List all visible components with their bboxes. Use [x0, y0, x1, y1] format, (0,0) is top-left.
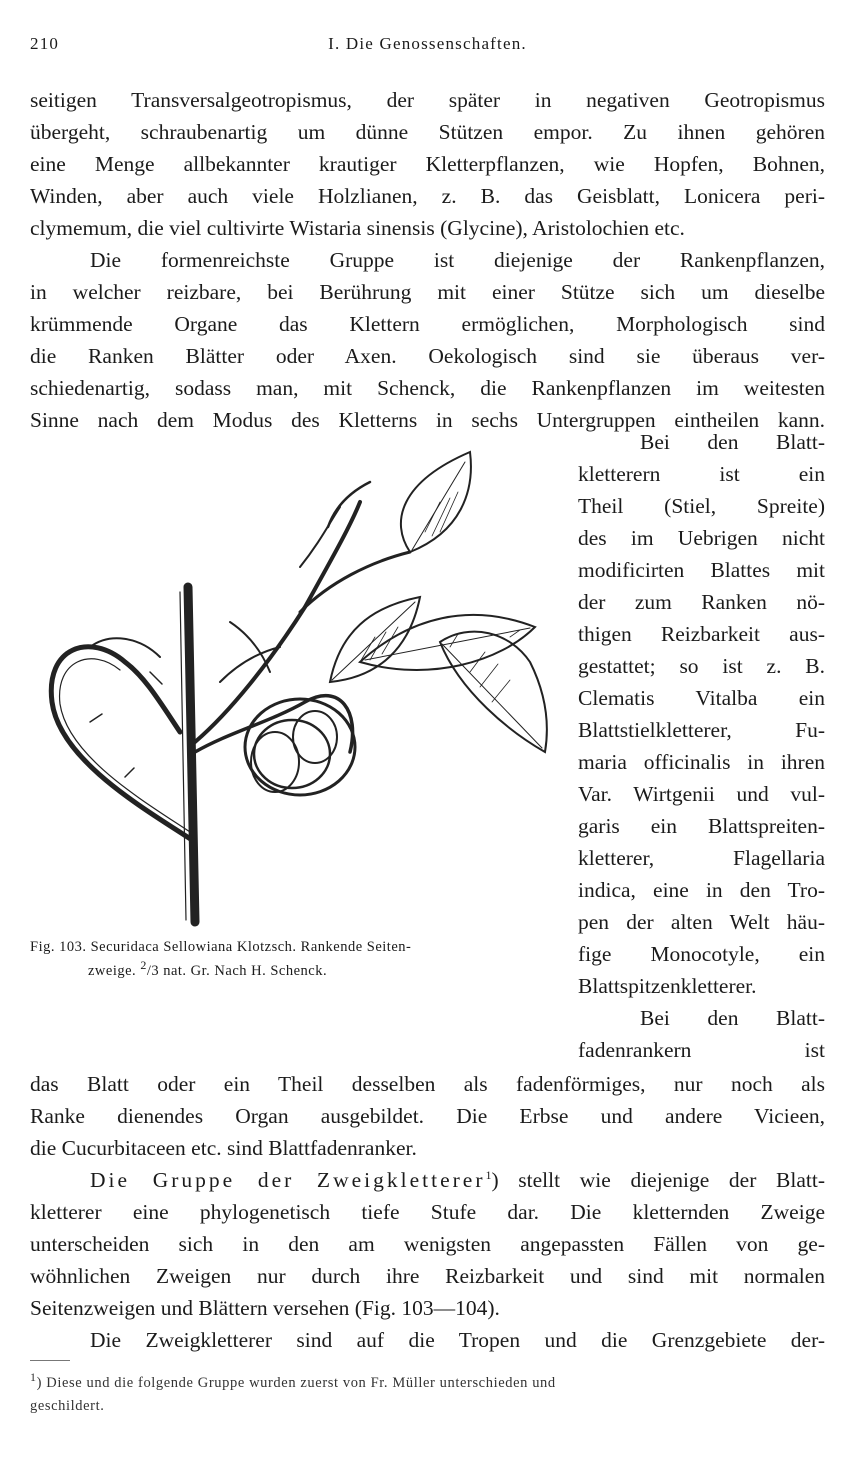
running-title: I. Die Genossenschaften.: [328, 34, 527, 53]
text-line: Die Zweigkletterer sind auf die Tropen und die Grenzgebiete der-: [90, 1328, 825, 1352]
text-line: Winden, aber auch viele Holzlianen, z. B. das Geisblatt, Lonicera peri-: [30, 184, 825, 208]
footnote-divider: [30, 1360, 70, 1361]
text-line: Blattstielkletterer, Fu-: [578, 718, 825, 742]
text-line: wöhnlichen Zweigen nur durch ihre Reizbarkeit und sind mit normalen: [30, 1264, 825, 1288]
text-line: Seitenzweigen und Blättern versehen (Fig. 103—104).: [30, 1296, 500, 1320]
text-line: kletterern ist ein: [578, 462, 825, 486]
text-line: seitigen Transversalgeotropismus, der später in negativen Geotropismus: [30, 88, 825, 112]
text-line: krümmende Organe das Klettern ermöglichen, Morphologisch sind: [30, 312, 825, 336]
text-line: fadenrankern ist: [578, 1038, 825, 1062]
text-line: unterscheiden sich in den am wenigsten angepassten Fällen von ge-: [30, 1232, 825, 1256]
figure-103-illustration: [30, 432, 560, 932]
text-line: Sinne nach dem Modus des Kletterns in sechs Untergruppen eintheilen kann.: [30, 408, 825, 432]
text-line: thigen Reizbarkeit aus-: [578, 622, 825, 646]
text-line: der zum Ranken nö-: [578, 590, 825, 614]
text-line: fige Monocotyle, ein: [578, 942, 825, 966]
figure-caption: [30, 935, 545, 983]
footnote-marker: 1: [485, 1167, 492, 1182]
text-line: Bei den Blatt-: [640, 1006, 825, 1030]
caption-line-2: zweige. $^2$/3 nat. Gr. Nach H. Schenck.: [88, 958, 328, 979]
text-line: Die Gruppe der Zweigkletterer$^1$) stellt wie diejenige der Blatt-: [90, 1167, 825, 1192]
page-number: 210: [30, 34, 60, 53]
text-line: übergeht, schraubenartig um dünne Stützen empor. Zu ihnen gehören: [30, 120, 825, 144]
text-line: kletterer eine phylogenetisch tiefe Stufe dar. Die kletternden Zweige: [30, 1200, 825, 1224]
text-line: Ranke dienendes Organ ausgebildet. Die Erbse und andere Vicieen,: [30, 1104, 825, 1128]
text-line: die Ranken Blätter oder Axen. Oekologisch sind sie überaus ver-: [30, 344, 825, 368]
text-line: indica, eine in den Tro-: [578, 878, 825, 902]
text-line: Theil (Stiel, Spreite): [578, 494, 825, 518]
footnote-line-1: $^1$) Diese und die folgende Gruppe wurden zuerst von Fr. Müller unterschieden und: [30, 1370, 556, 1391]
text-line: Clematis Vitalba ein: [578, 686, 825, 710]
footnote: [30, 1372, 825, 1418]
text-line: Die formenreichste Gruppe ist diejenige der Rankenpflanzen,: [90, 248, 825, 272]
text-line: des im Uebrigen nicht: [578, 526, 825, 550]
text-line: gestattet; so ist z. B.: [578, 654, 825, 678]
text-line: clymemum, die viel cultivirte Wistaria sinensis (Glycine), Aristolochien etc.: [30, 216, 685, 240]
text-line: die Cucurbitaceen etc. sind Blattfadenranker.: [30, 1136, 417, 1160]
text-line: maria officinalis in ihren: [578, 750, 825, 774]
text-line: das Blatt oder ein Theil desselben als fadenförmiges, nur noch als: [30, 1072, 825, 1096]
text-line: pen der alten Welt häu-: [578, 910, 825, 934]
footnote-line-2: geschildert.: [30, 1398, 105, 1414]
text-line: garis ein Blattspreiten-: [578, 814, 825, 838]
page-header: [30, 34, 825, 58]
text-line: Blattspitzenkletterer.: [578, 974, 757, 998]
text-line: Var. Wirtgenii und vul-: [578, 782, 825, 806]
text-line: kletterer, Flagellaria: [578, 846, 825, 870]
text-line: schiedenartig, sodass man, mit Schenck, die Rankenpflanzen im weitesten: [30, 376, 825, 400]
text-line: in welcher reizbare, bei Berührung mit einer Stütze sich um dieselbe: [30, 280, 825, 304]
text-line: eine Menge allbekannter krautiger Kletterpflanzen, wie Hopfen, Bohnen,: [30, 152, 825, 176]
text-line: Bei den Blatt-: [640, 430, 825, 454]
text-line: modificirten Blattes mit: [578, 558, 825, 582]
caption-line-1: Fig. 103. Securidaca Sellowiana Klotzsch. Rankende Seiten-: [30, 939, 412, 955]
